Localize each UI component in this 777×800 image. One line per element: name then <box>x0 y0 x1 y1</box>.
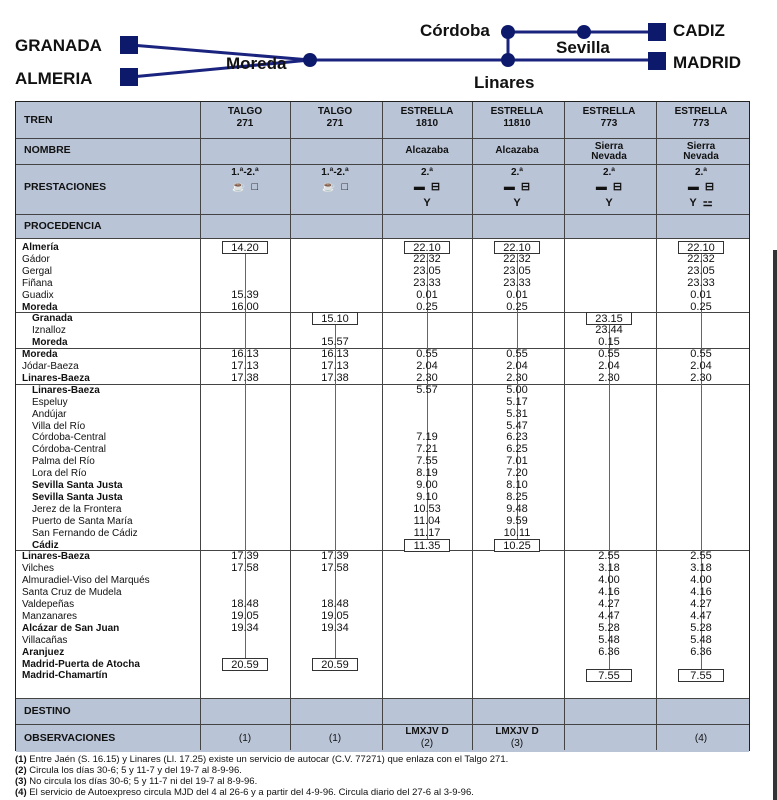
station-name: Guadix <box>22 289 54 301</box>
bar-service-icon: Y <box>689 197 697 209</box>
station-name: Valdepeñas <box>22 599 75 610</box>
station-name: Madrid-Puerta de Atocha <box>22 658 140 670</box>
time-cell: 0.25 <box>506 300 528 313</box>
row-label-observaciones: OBSERVACIONES <box>24 732 116 744</box>
time-cell: 22.32 <box>687 252 715 265</box>
time-cell: 9.00 <box>416 479 438 491</box>
time-cell: 9.48 <box>506 502 528 515</box>
time-cell: 6.23 <box>506 431 528 444</box>
service-icon-primary: ▬ <box>413 181 425 193</box>
footnote-number: (3) <box>15 776 27 787</box>
service-icon-primary: ▬ <box>687 181 699 193</box>
time-cell: 5.31 <box>506 407 528 420</box>
time-cell: 17.13 <box>231 360 259 372</box>
time-cell: 7.21 <box>416 443 438 456</box>
footnote-text: No circula los días 30-6; 5 y 11-7 ni del 19-7 al 8-9-96. <box>26 776 258 787</box>
time-cell: 5.00 <box>506 383 528 396</box>
footnote <box>15 754 755 765</box>
time-cell: 17.39 <box>231 550 259 563</box>
time-cell: 15.39 <box>231 288 259 301</box>
observation-note-ref: (3) <box>510 738 524 749</box>
time-cell: 11.04 <box>413 514 441 527</box>
cordoba-node <box>501 25 515 39</box>
time-cell: 5.48 <box>598 633 620 646</box>
service-icons-row2 <box>472 197 562 209</box>
map-label-cordoba: Córdoba <box>420 21 490 40</box>
row-label-tren: TREN <box>24 114 53 126</box>
cadiz-node <box>648 23 666 41</box>
observation-note-ref: (2) <box>420 738 434 749</box>
time-cell: 16.13 <box>321 348 349 361</box>
time-cell: 4.00 <box>598 574 620 587</box>
train-name: Sierra Nevada <box>591 141 627 162</box>
autoexpreso-icon: ⚍ <box>702 197 713 209</box>
time-cell: 2.04 <box>506 360 528 372</box>
station-name: Manzanares <box>22 610 78 622</box>
station-name: Linares-Baeza <box>22 551 90 563</box>
service-icons <box>656 181 746 193</box>
time-cell: 20.59 <box>222 658 268 671</box>
service-icon-secondary: ⊟ <box>612 181 623 193</box>
service-icon-secondary: □ <box>341 181 349 193</box>
map-label-moreda: Moreda <box>226 54 287 73</box>
station-name: Almuradiel-Viso del Marqués <box>22 575 150 587</box>
map-label-granada: GRANADA <box>15 36 102 55</box>
station-name: Villacañas <box>22 634 68 646</box>
station-name: Almería <box>22 242 59 253</box>
time-cell: 17.39 <box>321 550 349 563</box>
train-type: ESTRELLA <box>490 106 544 117</box>
time-cell: 22.10 <box>494 241 540 254</box>
time-cell: 7.55 <box>416 455 438 468</box>
time-cell: 8.19 <box>416 467 438 480</box>
time-cell: 16.00 <box>231 300 259 313</box>
row-label-nombre: NOMBRE <box>24 144 71 156</box>
time-cell: 0.25 <box>690 300 712 313</box>
service-icon-primary: ▬ <box>503 181 515 193</box>
station-name: Santa Cruz de Mudela <box>22 587 122 599</box>
station-name: Espeluy <box>32 396 68 408</box>
service-icon-primary: ☕ <box>231 181 246 193</box>
madrid-node <box>648 52 666 70</box>
row-label-destino: DESTINO <box>24 705 71 717</box>
train-number: 11810 <box>503 118 531 129</box>
train-class: 2.ª <box>420 167 434 178</box>
time-cell: 19.05 <box>321 609 349 622</box>
station-name: Cádiz <box>32 539 59 551</box>
service-icons <box>200 181 290 193</box>
train-type: TALGO <box>317 106 353 117</box>
time-cell: 17.13 <box>321 360 349 372</box>
page-edge-bar <box>773 250 777 800</box>
time-cell: 8.10 <box>506 479 528 491</box>
time-cell: 5.57 <box>416 383 438 396</box>
train-class: 2.ª <box>510 167 524 178</box>
service-icons-row2 <box>382 197 472 209</box>
time-cell: 17.58 <box>321 562 349 575</box>
station-name: Puerto de Santa María <box>32 515 133 527</box>
train-class: 2.ª <box>694 167 708 178</box>
footnote-number: (1) <box>15 754 27 765</box>
time-cell: 5.47 <box>506 419 528 432</box>
time-cell: 17.58 <box>231 562 259 575</box>
service-icons-row2 <box>656 197 746 209</box>
station-name: Córdoba-Central <box>32 444 106 456</box>
footnote <box>15 787 755 798</box>
station-name: Villa del Río <box>32 420 86 432</box>
map-label-linares: Linares <box>474 73 535 92</box>
time-cell: 2.30 <box>506 371 528 384</box>
service-icons <box>382 181 472 193</box>
timetable <box>15 101 750 751</box>
service-icons <box>290 181 380 193</box>
time-cell: 9.10 <box>416 490 438 503</box>
station-name: Córdoba-Central <box>32 432 106 444</box>
station-name: Aranjuez <box>22 646 65 658</box>
linares-node <box>501 53 515 67</box>
time-cell: 14.20 <box>222 241 268 254</box>
station-name: Moreda <box>22 301 58 313</box>
station-name: Jódar-Baeza <box>22 361 79 372</box>
time-cell: 17.38 <box>231 371 259 384</box>
sevilla-node <box>577 25 591 39</box>
time-cell: 4.27 <box>598 598 620 610</box>
station-name: Sevilla Santa Justa <box>32 491 123 503</box>
time-cell: 5.48 <box>690 633 712 646</box>
time-cell: 11.35 <box>404 539 450 552</box>
time-cell: 7.20 <box>506 467 528 480</box>
time-cell: 3.18 <box>690 562 712 575</box>
station-name: Alcázar de San Juan <box>22 622 120 634</box>
time-cell: 0.01 <box>506 288 528 301</box>
time-cell: 0.25 <box>416 300 438 313</box>
footnote-text: Entre Jaén (S. 16.15) y Linares (Ll. 17.25) existe un servicio de autocar (C.V. 77271) que enlaza con el Talgo 271. <box>26 754 509 765</box>
service-icon-secondary: ⊟ <box>520 181 531 193</box>
time-cell: 23.33 <box>413 276 441 289</box>
time-cell: 2.55 <box>598 550 620 563</box>
station-name: Palma del Río <box>32 456 95 468</box>
time-cell: 4.00 <box>690 574 712 587</box>
time-cell: 16.13 <box>231 348 259 361</box>
time-cell: 4.47 <box>690 609 712 622</box>
time-cell: 6.36 <box>690 645 712 658</box>
station-name: San Fernando de Cádiz <box>32 527 138 539</box>
footnotes <box>15 754 755 798</box>
station-name: Sevilla Santa Justa <box>32 480 123 491</box>
time-cell: 2.30 <box>416 371 438 384</box>
footnote-number: (4) <box>15 787 27 798</box>
time-cell: 19.34 <box>231 621 259 634</box>
time-cell: 2.55 <box>690 550 712 563</box>
time-cell: 20.59 <box>312 658 358 671</box>
train-type: TALGO <box>227 106 263 117</box>
train-number: 1810 <box>415 118 439 129</box>
observation-note-ref: (4) <box>694 733 708 744</box>
time-cell: 22.10 <box>404 241 450 254</box>
train-class: 1.ª-2.ª <box>231 167 259 178</box>
station-name: Iznalloz <box>32 325 66 337</box>
time-cell: 15.57 <box>321 336 349 349</box>
observation-note-ref: (1) <box>328 733 342 744</box>
time-cell: 7.55 <box>586 669 632 682</box>
column-divider <box>290 102 291 750</box>
train-name: Sierra Nevada <box>683 141 719 162</box>
route-map <box>0 0 777 100</box>
time-cell: 0.55 <box>416 348 438 361</box>
train-number: 773 <box>600 118 618 129</box>
time-cell: 2.30 <box>690 371 712 384</box>
observation-days: LMXJV D <box>495 726 539 737</box>
map-label-almeria: ALMERIA <box>15 69 93 88</box>
bar-service-icon: Y <box>605 197 613 209</box>
map-label-cadiz: CADIZ <box>673 21 725 40</box>
time-cell: 7.55 <box>678 669 724 682</box>
station-name: Linares-Baeza <box>32 384 100 396</box>
footnote <box>15 776 755 787</box>
station-name: Madrid-Chamartín <box>22 670 108 682</box>
train-name: Alcazaba <box>495 145 539 156</box>
moreda-node <box>303 53 317 67</box>
service-icons <box>564 181 654 193</box>
footnote-number: (2) <box>15 765 27 776</box>
column-divider <box>200 102 201 750</box>
service-icon-primary: ▬ <box>595 181 607 193</box>
service-icon-primary: ☕ <box>321 181 336 193</box>
footnote-text: El servicio de Autoexpreso circula MJD del 4 al 26-6 y a partir del 4-9-96. Circula diario del 27-6 al 3-9-96. <box>26 787 474 798</box>
time-cell: 4.16 <box>690 586 712 599</box>
time-cell: 23.33 <box>503 276 531 289</box>
station-name: Lora del Río <box>32 468 87 480</box>
time-cell: 7.19 <box>416 431 438 444</box>
bar-service-icon: Y <box>423 197 431 209</box>
station-name: Vilches <box>22 563 55 575</box>
time-cell: 19.05 <box>231 609 259 622</box>
time-cell: 4.16 <box>598 586 620 599</box>
time-cell: 23.05 <box>503 264 531 277</box>
time-cell: 23.05 <box>687 264 715 277</box>
train-number: 271 <box>326 118 344 129</box>
route-lines <box>0 0 777 100</box>
time-cell: 3.18 <box>598 562 620 575</box>
time-cell: 8.25 <box>506 490 528 503</box>
observation-note-ref: (1) <box>238 733 252 744</box>
map-label-sevilla: Sevilla <box>556 38 610 57</box>
time-cell: 0.55 <box>506 348 528 361</box>
service-icons <box>472 181 562 193</box>
time-cell: 17.38 <box>321 371 349 384</box>
service-icon-secondary: ⊟ <box>704 181 715 193</box>
time-cell: 10.53 <box>413 502 441 515</box>
row-label-prestaciones: PRESTACIONES <box>24 181 107 193</box>
time-cell: 9.59 <box>506 514 528 527</box>
station-name: Gádor <box>22 253 50 265</box>
time-cell: 6.36 <box>598 645 620 658</box>
time-cell: 18.48 <box>321 598 349 610</box>
time-cell: 0.55 <box>690 348 712 361</box>
observation-days: LMXJV D <box>405 726 449 737</box>
time-cell: 0.15 <box>598 336 620 349</box>
time-cell: 2.30 <box>598 371 620 384</box>
time-cell: 10.25 <box>494 539 540 552</box>
time-cell: 23.05 <box>413 264 441 277</box>
time-cell: 2.04 <box>416 360 438 372</box>
train-number: 271 <box>236 118 254 129</box>
station-name: Linares-Baeza <box>22 372 90 384</box>
time-cell: 0.01 <box>690 288 712 301</box>
time-cell: 22.32 <box>503 252 531 265</box>
station-name: Jerez de la Frontera <box>32 503 122 515</box>
time-cell: 2.04 <box>690 360 712 372</box>
almeria-node <box>120 68 138 86</box>
train-class: 2.ª <box>602 167 616 178</box>
map-label-madrid: MADRID <box>673 53 741 72</box>
time-cell: 23.15 <box>586 312 632 325</box>
time-cell: 23.33 <box>687 276 715 289</box>
station-name: Fiñana <box>22 277 53 289</box>
time-cell: 19.34 <box>321 621 349 634</box>
granada-node <box>120 36 138 54</box>
time-cell: 23.44 <box>595 324 623 337</box>
time-cell: 6.25 <box>506 443 528 456</box>
station-name: Andújar <box>32 408 67 420</box>
time-cell: 15.10 <box>312 312 358 325</box>
service-icons-row2 <box>564 197 654 209</box>
train-name: Alcazaba <box>405 145 449 156</box>
train-type: ESTRELLA <box>582 106 636 117</box>
train-type: ESTRELLA <box>400 106 454 117</box>
time-cell: 11.17 <box>413 526 441 539</box>
train-type: ESTRELLA <box>674 106 728 117</box>
time-cell: 0.55 <box>598 348 620 361</box>
train-number: 773 <box>692 118 710 129</box>
station-name: Granada <box>32 313 73 325</box>
time-cell: 4.27 <box>690 598 712 610</box>
time-cell: 2.04 <box>598 360 620 372</box>
footnote-text: Circula los días 30-6; 5 y 11-7 y del 19-7 al 8-9-96. <box>26 765 242 776</box>
footnote <box>15 765 755 776</box>
time-cell: 7.01 <box>506 455 528 468</box>
service-icon-secondary: □ <box>251 181 259 193</box>
station-name: Moreda <box>22 349 58 361</box>
station-name: Gergal <box>22 265 53 277</box>
time-cell: 10.11 <box>503 526 531 539</box>
train-class: 1.ª-2.ª <box>321 167 349 178</box>
time-cell: 22.10 <box>678 241 724 254</box>
time-cell: 4.47 <box>598 609 620 622</box>
time-cell: 18.48 <box>231 598 259 610</box>
time-cell: 5.17 <box>506 395 528 408</box>
time-cell: 0.01 <box>416 288 438 301</box>
time-cell: 5.28 <box>598 621 620 634</box>
bar-service-icon: Y <box>513 197 521 209</box>
time-cell: 5.28 <box>690 621 712 634</box>
service-icon-secondary: ⊟ <box>430 181 441 193</box>
time-cell: 22.32 <box>413 252 441 265</box>
station-name: Moreda <box>32 337 68 349</box>
row-label-procedencia: PROCEDENCIA <box>24 220 102 232</box>
